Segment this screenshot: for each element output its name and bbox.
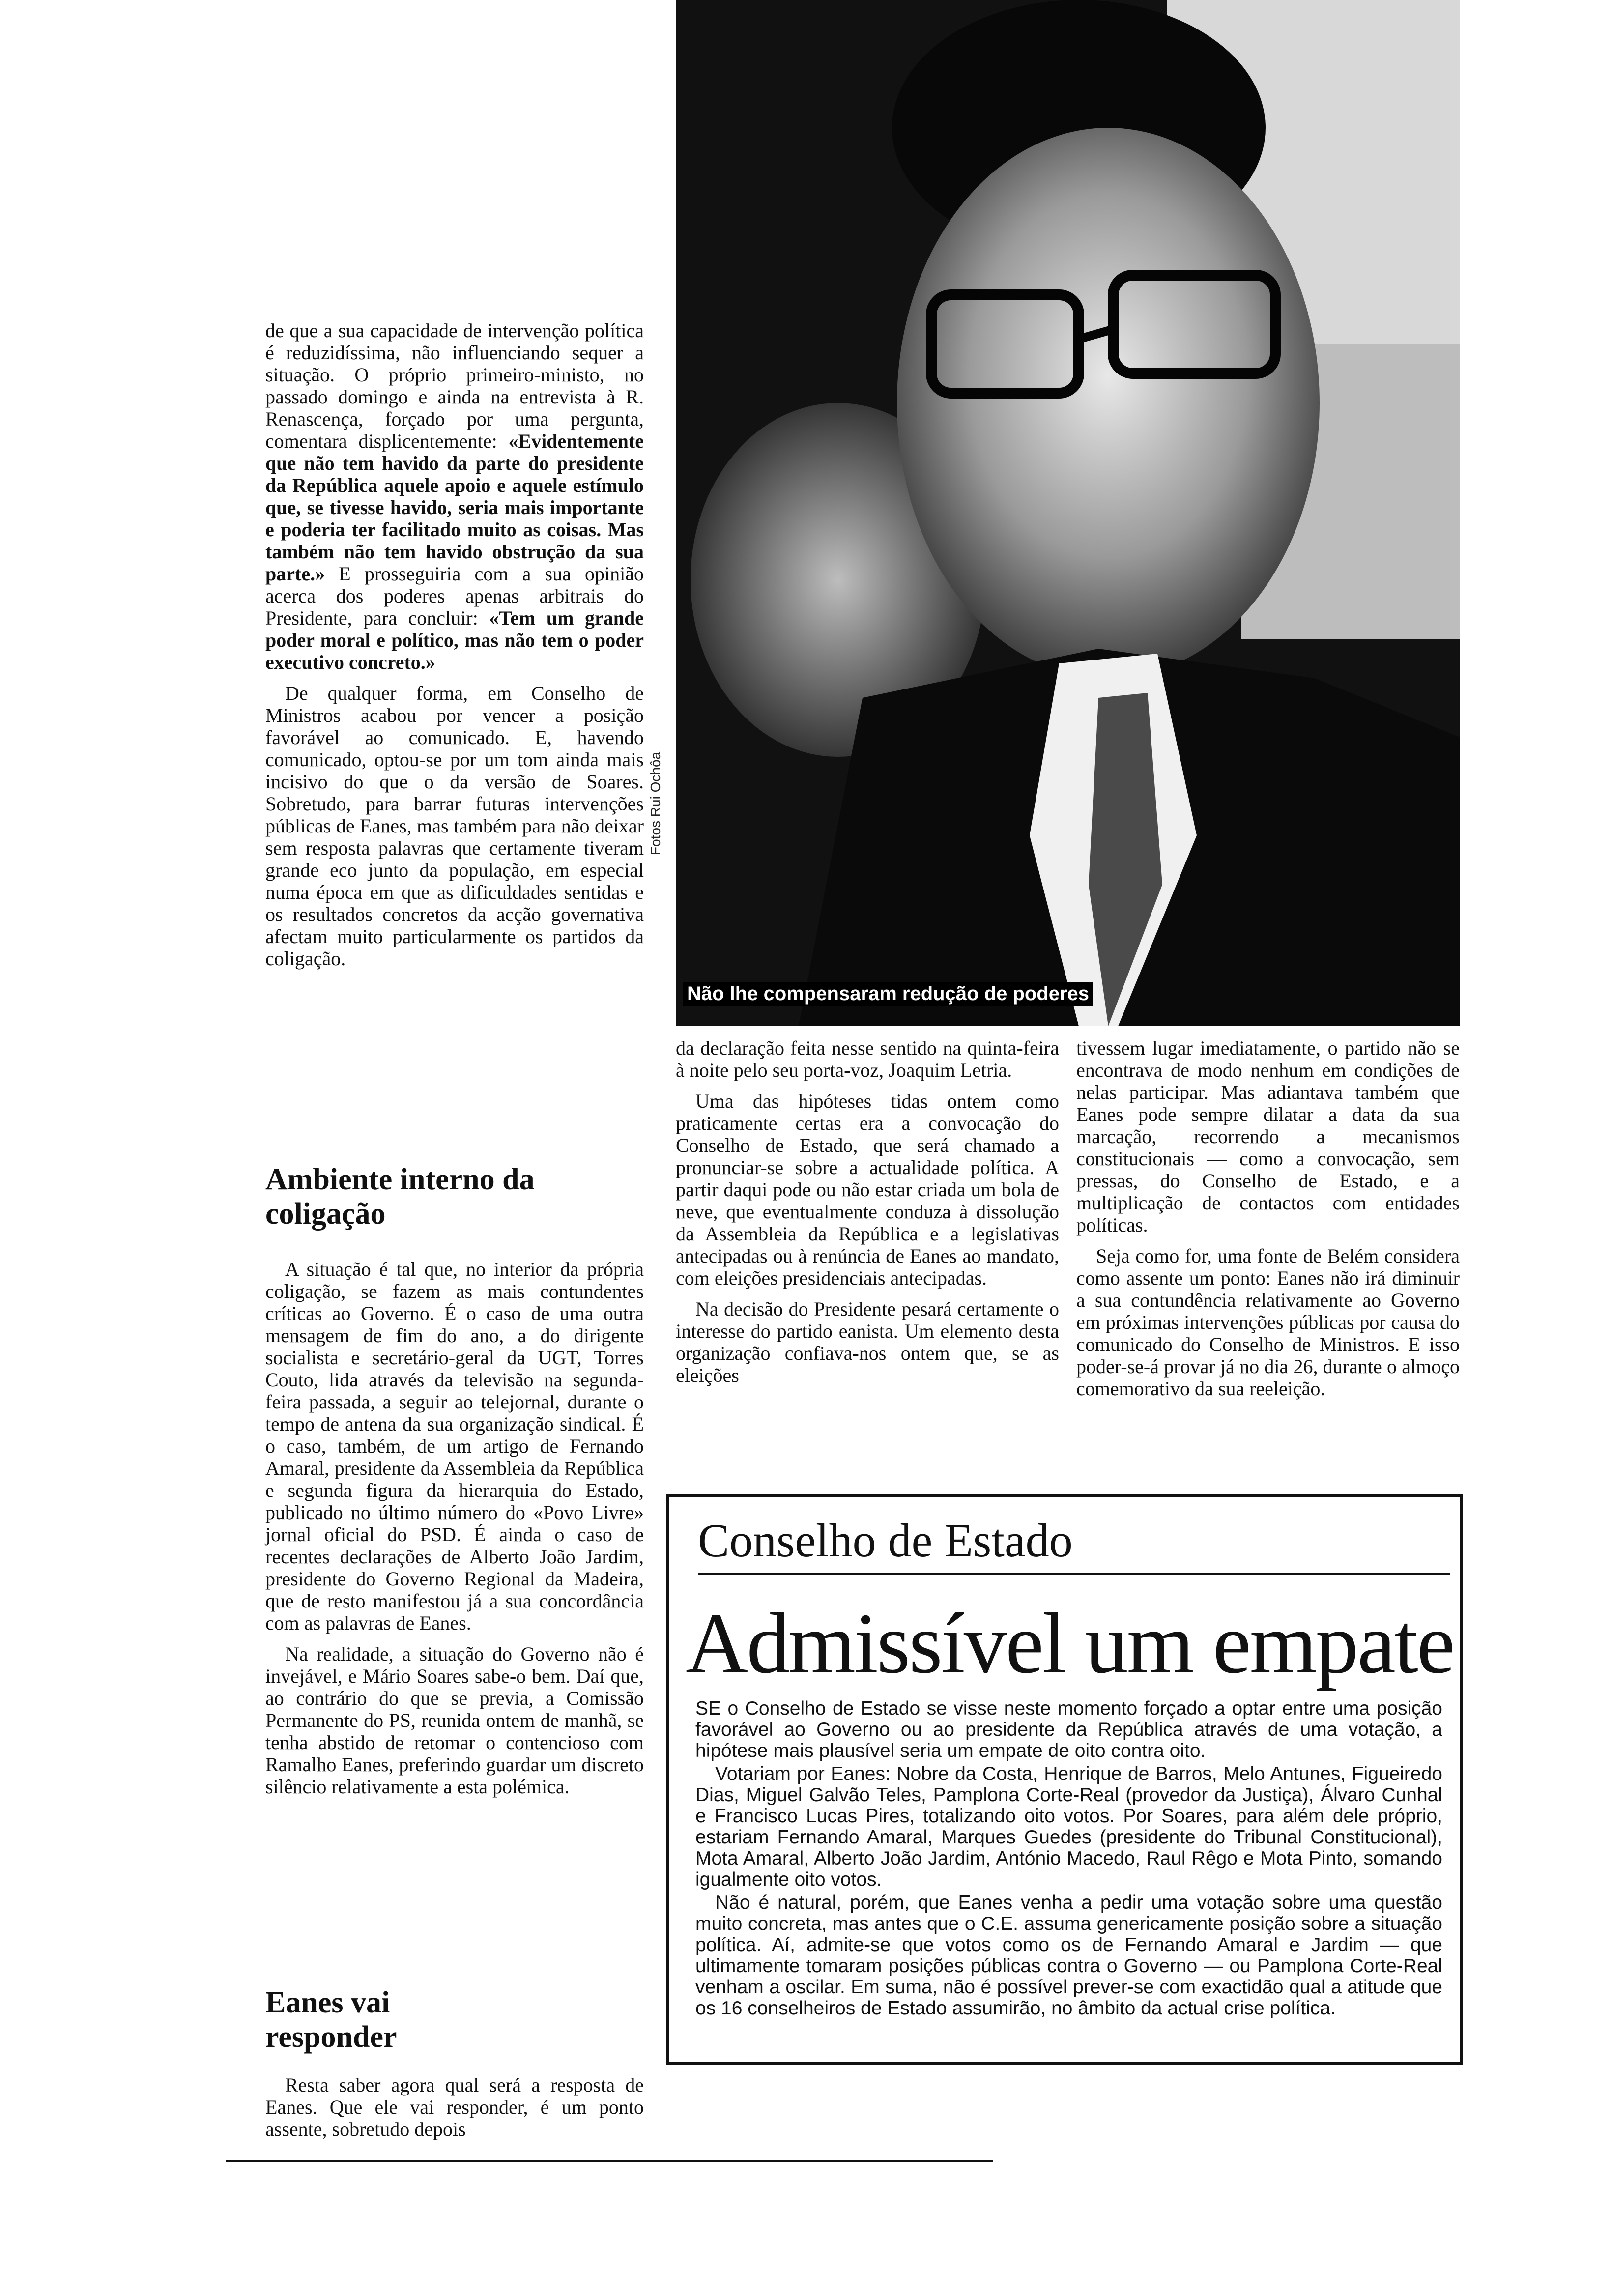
subheading-eanes: Eanes vai responder [265, 1986, 397, 2054]
box-kicker: Conselho de Estado [698, 1514, 1073, 1567]
left-column-section-2 [265, 1258, 644, 1807]
right-paragraph-1: tivessem lugar imediatamente, o partido não se encontrava de modo nenhum em condições de nelas participar. Mas adiantava também que Eanes pode sempre dilatar a data da sua marcação, recorrendo a mecanismos constitucionais — como a convocação, sem pressas, do Conselho de Estado, e a multiplicação de contactos com entidades políticas. [1076, 1037, 1460, 1236]
bottom-rule [226, 2160, 993, 2162]
left-paragraph-2: De qualquer forma, em Conselho de Ministros acabou por vencer a posição favorável ao comunicado. E, havendo comunicado, optou-se por um tom ainda mais incisivo do que o da versão de Soares. Sobretudo, para barrar futuras intervenções públicas de Eanes, mas também para não deixar sem resposta palavras que certamente tiveram grande eco junto da população, em especial numa época em que as dificuldades sentidas e os resultados concretos da acção governativa afectam muito particularmente os partidos da coligação. [265, 682, 644, 970]
mid-paragraph-2: Uma das hipóteses tidas ontem como praticamente certas era a convocação do Conselho de Estado, que será chamado a pronunciar-se sobre a actualidade política. A partir daqui pode ou não estar criada um bola de neve, que eventualmente conduza à dissolução da Assembleia da República e a legislativas antecipadas ou à renúncia de Eanes ao mandato, com eleições presidenciais antecipadas. [676, 1090, 1059, 1289]
photo-eanes [676, 0, 1460, 1026]
box-paragraph-1: SE o Conselho de Estado se visse neste momento forçado a optar entre uma posição favorável ao Governo ou ao presidente da República através de uma votação, a hipótese mais plausível seria um empate de oito contra oito. [695, 1698, 1442, 1761]
photo-caption: Não lhe compensaram redução de poderes [683, 982, 1093, 1006]
box-body [695, 1698, 1442, 2021]
portrait-image [676, 0, 1460, 1026]
right-column [1076, 1037, 1460, 1408]
mid-paragraph-3: Na decisão do Presidente pesará certamente o interesse do partido eanista. Um elemento desta organização confiava-nos ontem que, se as eleições [676, 1298, 1059, 1386]
right-paragraph-2: Seja como for, uma fonte de Belém considera como assente um ponto: Eanes não irá diminuir a sua contundência relativamente ao Governo em próximas intervenções públicas por causa do comunicado do Conselho de Ministros. E isso poder-se-á provar já no dia 26, durante o almoço comemorativo da sua reeleição. [1076, 1245, 1460, 1400]
left-paragraph-3: A situação é tal que, no interior da própria coligação, se fazem as mais contundentes críticas ao Governo. É o caso de uma outra mensagem de fim do ano, a do dirigente socialista e secretário-geral da UGT, Torres Couto, lida através da televisão na segunda-feira passada, a seguir ao telejornal, durante o tempo de antena da sua organização sindical. É o caso, também, de um artigo de Fernando Amaral, presidente da Assembleia da República e segunda figura da hierarquia do Estado, publicado no último número do «Povo Livre» jornal oficial do PSD. É ainda o caso de recentes declarações de Alberto João Jardim, presidente do Governo Regional da Madeira, que de resto manifestou já a sua concordância com as palavras de Eanes. [265, 1258, 644, 1634]
left-paragraph-1: de que a sua capacidade de intervenção política é reduzidíssima, não influenciando sequer a situação. O próprio primeiro-ministo, no passado domingo e ainda na entrevista à R. Renascença, forçado por uma pergunta, comentara displicentemente: «Evidentemente que não tem havido da parte do presidente da República aquele apoio e aquele estímulo que, se tivesse havido, seria mais importante e poderia ter facilitado muito as coisas. Mas também não tem havido obstrução da sua parte.» E prosseguiria com a sua opinião acerca dos poderes apenas arbitrais do Presidente, para concluir: «Tem um grande poder moral e político, mas não tem o poder executivo concreto.» [265, 319, 644, 673]
left-column [265, 319, 644, 978]
left-paragraph-4: Na realidade, a situação do Governo não é invejável, e Mário Soares sabe-o bem. Daí que, ao contrário do que se previa, a Comissão Permanente do PS, reunida ontem de manhã, se tenha abstido de retomar o contencioso com Ramalho Eanes, preferindo guardar um discreto silêncio relativamente a esta polémica. [265, 1643, 644, 1798]
box-paragraph-2: Votariam por Eanes: Nobre da Costa, Henrique de Barros, Melo Antunes, Figueiredo Dias, Miguel Galvão Teles, Pamplona Corte-Real (provedor da Justiça), Álvaro Cunhal e Francisco Lucas Pires, totalizando oito votos. Por Soares, para além dele próprio, estariam Fernando Amaral, Marques Guedes (presidente do Tribunal Constitucional), Mota Amaral, Alberto João Jardim, António Macedo, Raul Rêgo e Mota Pinto, somando igualmente oito votos. [695, 1763, 1442, 1890]
kicker-underline [698, 1573, 1450, 1575]
photo-credit: Fotos Rui Ochôa [648, 751, 663, 855]
box-paragraph-3: Não é natural, porém, que Eanes venha a pedir uma votação sobre uma questão muito concreta, mas antes que o C.E. assuma genericamente posição sobre a situação política. Aí, admite-se que votos como os de Fernando Amaral e Jardim — que ultimamente tomaram posições públicas contra o Governo — ou Pamplona Corte-Real venham a oscilar. Em suma, não é possível prever-se com exactidão qual a atitude que os 16 conselheiros de Estado assumirão, no âmbito da actual crise política. [695, 1892, 1442, 2019]
left-paragraph-5: Resta saber agora qual será a resposta de Eanes. Que ele vai responder, é um ponto assente, sobretudo depois [265, 2074, 644, 2140]
box-headline: Admissível um empate [686, 1596, 1454, 1692]
subheading-ambiente: Ambiente interno da coligação [265, 1163, 535, 1231]
middle-column [676, 1037, 1059, 1395]
mid-paragraph-1: da declaração feita nesse sentido na quinta-feira à noite pelo seu porta-voz, Joaquim Letria. [676, 1037, 1059, 1081]
left-column-section-3 [265, 2074, 644, 2149]
